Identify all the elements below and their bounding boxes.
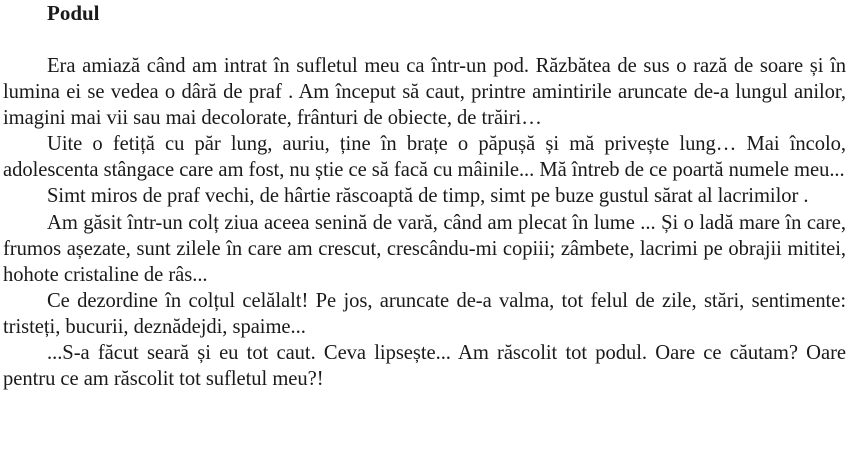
document-title: Podul (47, 1, 100, 25)
paragraph-3: Simt miros de praf vechi, de hârtie răscoaptă de timp, simt pe buze gustul sărat al lacrimilor . (47, 185, 809, 208)
paragraph-6: ...S-a făcut seară și eu tot caut. Ceva lipsește... Am răscolit tot podul. Oare ce căutam? Oare pentru ce am răscolit tot sufletul meu?! (3, 342, 846, 391)
paragraph-1: Era amiază când am intrat în sufletul meu ca într-un pod. Răzbătea de sus o rază de soare și în lumina ei se vedea o dâră de praf . Am început să caut, printre amintirile aruncate de-a lungul anilor, imagini mai vii sau mai decolorate, frânturi de obiecte, de trăiri… (3, 55, 846, 130)
title-spacer (3, 26, 846, 53)
paragraph-4: Am găsit într-un colț ziua aceea senină de vară, când am plecat în lume ... Și o ladă mare în care, frumos așezate, sunt zilele în care am crescut, crescându-mi copiii; zâmbete, lacrimi pe obrajii mititei, hohote cristaline de râs... (3, 211, 846, 286)
paragraph-5: Ce dezordine în colțul celălalt! Pe jos, aruncate de-a valma, tot felul de zile, stări, sentimente: tristeți, bucurii, deznădejdi, spaime... (3, 289, 846, 338)
paragraph-2: Uite o fetiță cu păr lung, auriu, ține în brațe o păpușă și mă privește lung… Mai încolo, adolescenta stângace care am fost, nu știe ce să facă cu mâinile... Mă întreb de ce poartă numele meu... (3, 133, 846, 182)
